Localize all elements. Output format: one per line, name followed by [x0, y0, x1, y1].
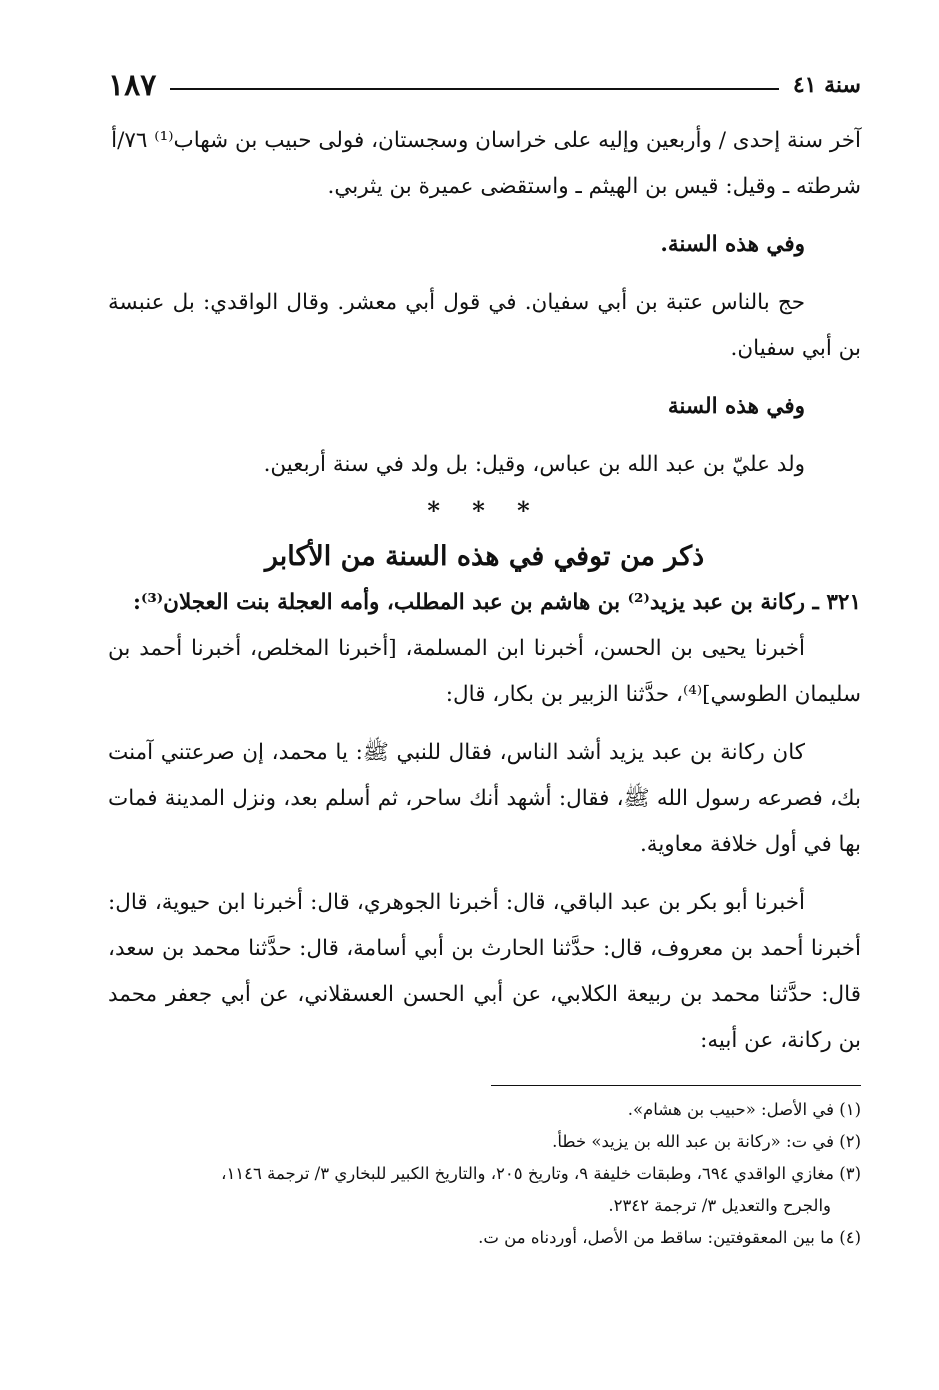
paragraph-line: شرطته ـ وقيل: قيس بن الهيثم ـ واستقضى عميرة بن يثربي.	[327, 174, 861, 199]
running-head: سنة ٤١	[792, 72, 861, 98]
subheading: وفي هذه السنة	[667, 394, 805, 419]
footnote: (٣) مغازي الواقدي ٦٩٤، وطبقات خليفة ٩، وتاريخ ٢٠٥، والتاريخ الكبير للبخاري ٣/ ترجمة ١١٤٦،	[221, 1164, 861, 1183]
section-title: ذكر من توفي في هذه السنة من الأكابر	[264, 541, 705, 572]
page-body	[108, 118, 861, 1064]
footnotes	[108, 1094, 861, 1254]
paragraph: حج بالناس عتبة بن أبي سفيان. في قول أبي معشر. وقال الواقدي: بل عنبسة بن أبي سفيان.	[108, 290, 861, 361]
paragraph: كان ركانة بن عبد يزيد أشد الناس، فقال للنبي ﷺ: يا محمد، إن صرعتني آمنت بك، فصرعه رسول الله ﷺ، فقال: أشهد أنك ساحر، ثم أسلم بعد، ونزل المدينة فمات بها في أول خلافة معاوية.	[108, 740, 861, 857]
entry-heading: ٣٢١ ـ ركانة بن عبد يزيد⁽²⁾ بن هاشم بن عبد المطلب، وأمه العجلة بنت العجلان⁽³⁾:	[133, 590, 861, 615]
paragraph: ولد عليّ بن عبد الله بن عباس، وقيل: بل ولد في سنة أربعين.	[263, 452, 805, 477]
page-number: ١٨٧	[108, 67, 157, 103]
section-separator: * * *	[427, 496, 542, 525]
page-header	[108, 62, 861, 108]
footnote-continuation: والجرح والتعديل ٣/ ترجمة ٢٣٤٢.	[608, 1196, 831, 1215]
header-rule	[170, 88, 778, 90]
paragraph: أخبرنا يحيى بن الحسن، أخبرنا ابن المسلمة، [أخبرنا المخلص، أخبرنا أحمد بن سليمان الطوسي]⁽⁴⁾، حدَّثنا الزبير بن بكار، قال:	[108, 636, 861, 707]
footnote: (٢) في ت: «ركانة بن عبد الله بن يزيد» خطأ.	[552, 1132, 861, 1151]
footnote-rule	[491, 1085, 861, 1086]
footnote: (٤) ما بين المعقوفتين: ساقط من الأصل، أوردناه من ت.	[478, 1228, 861, 1247]
paragraph-line: آخر سنة إحدى / وأربعين وإليه على خراسان وسجستان، فولى حبيب بن شهاب⁽¹⁾ ٧٦/أ	[111, 128, 861, 153]
paragraph: أخبرنا أبو بكر بن عبد الباقي، قال: أخبرنا الجوهري، قال: أخبرنا ابن حيوية، قال: أخبرنا أحمد بن معروف، قال: حدَّثنا الحارث بن أبي أسامة، قال: حدَّثنا محمد بن سعد، قال: حدَّثنا محمد بن ربيعة الكلابي، عن أبي الحسن العسقلاني، عن أبي جعفر محمد بن ركانة، عن أبيه:	[108, 890, 861, 1053]
subheading: وفي هذه السنة.	[660, 232, 805, 257]
footnote: (١) في الأصل: «حبيب بن هشام».	[627, 1100, 861, 1119]
